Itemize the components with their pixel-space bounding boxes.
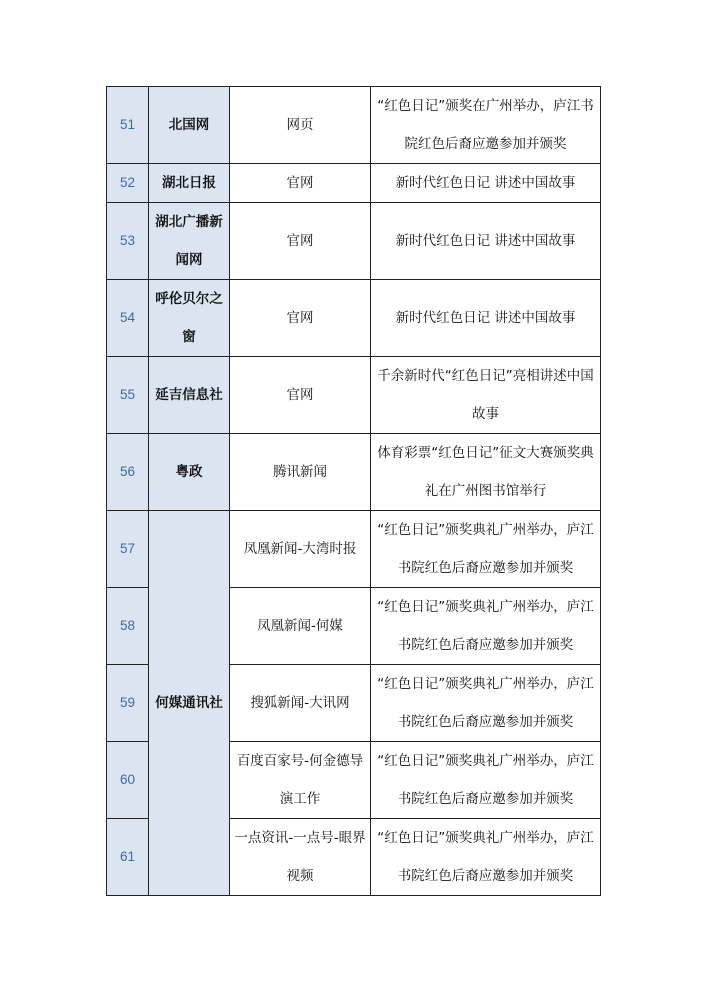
article-title-text: “红色日记”颁奖典礼广州举办，庐江书院红色后裔应邀参加并颁奖 [377,676,594,730]
table-row [107,434,601,511]
publish-channel-text: 官网 [286,310,314,326]
article-title [371,87,601,164]
media-outlet-text: 何媒通讯社 [155,695,223,711]
media-outlet [149,203,230,280]
row-number: 54 [107,280,149,357]
media-outlet [149,280,230,357]
publish-channel [230,588,371,665]
article-title [371,588,601,665]
row-number: 55 [107,357,149,434]
article-title [371,665,601,742]
publish-channel-text: 网页 [286,117,314,133]
publish-channel [230,511,371,588]
article-title-text: “红色日记”颁奖典礼广州举办，庐江书院红色后裔应邀参加并颁奖 [377,599,594,653]
publish-channel [230,665,371,742]
article-title [371,280,601,357]
article-title [371,203,601,280]
row-number: 51 [107,87,149,164]
row-number: 56 [107,434,149,511]
publish-channel-text: 搜狐新闻-大讯网 [250,695,350,711]
media-outlet [149,511,230,896]
media-outlet [149,87,230,164]
row-number: 52 [107,164,149,203]
article-title-text: “红色日记”颁奖在广州举办，庐江书院红色后裔应邀参加并颁奖 [377,98,594,152]
table-row [107,511,601,588]
article-title [371,742,601,819]
article-title-text: 新时代红色日记 讲述中国故事 [395,175,576,191]
media-outlet-text: 延吉信息社 [155,387,223,403]
media-outlet-text: 湖北日报 [162,175,216,191]
table-row [107,357,601,434]
media-outlet-text: 呼伦贝尔之窗 [155,291,223,345]
media-outlet-text: 湖北广播新闻网 [155,214,223,268]
publish-channel [230,742,371,819]
row-number: 59 [107,665,149,742]
publish-channel [230,280,371,357]
publish-channel-text: 官网 [286,175,314,191]
publish-channel [230,87,371,164]
publish-channel [230,434,371,511]
publish-channel [230,164,371,203]
row-number: 53 [107,203,149,280]
article-title [371,819,601,896]
media-outlet [149,164,230,203]
article-title-text: 体育彩票“红色日记”征文大赛颁奖典礼在广州图书馆举行 [377,445,594,499]
article-title [371,164,601,203]
table-row [107,280,601,357]
row-number: 60 [107,742,149,819]
publish-channel-text: 一点资讯-一点号-眼界视频 [234,830,366,884]
table-row [107,164,601,203]
publish-channel-text: 官网 [286,233,314,249]
article-title-text: 千余新时代“红色日记”亮相讲述中国故事 [377,368,594,422]
publish-channel [230,357,371,434]
media-coverage-table [106,86,601,896]
article-title [371,511,601,588]
table-row [107,203,601,280]
publish-channel-text: 凤凰新闻-大湾时报 [243,541,357,557]
publish-channel [230,819,371,896]
table-row [107,87,601,164]
publish-channel-text: 百度百家号-何金德导演工作 [236,753,364,807]
publish-channel-text: 官网 [286,387,314,403]
media-outlet-text: 北国网 [168,117,210,133]
publish-channel [230,203,371,280]
article-title-text: “红色日记”颁奖典礼广州举办，庐江书院红色后裔应邀参加并颁奖 [377,830,594,884]
media-outlet-text: 粤政 [175,464,203,480]
media-outlet [149,434,230,511]
row-number: 58 [107,588,149,665]
article-title-text: “红色日记”颁奖典礼广州举办，庐江书院红色后裔应邀参加并颁奖 [377,753,594,807]
article-title-text: 新时代红色日记 讲述中国故事 [395,233,576,249]
row-number: 57 [107,511,149,588]
article-title [371,357,601,434]
publish-channel-text: 腾讯新闻 [273,464,327,480]
media-outlet [149,357,230,434]
article-title-text: “红色日记”颁奖典礼广州举办，庐江书院红色后裔应邀参加并颁奖 [377,522,594,576]
article-title [371,434,601,511]
row-number: 61 [107,819,149,896]
article-title-text: 新时代红色日记 讲述中国故事 [395,310,576,326]
publish-channel-text: 凤凰新闻-何媒 [257,618,343,634]
